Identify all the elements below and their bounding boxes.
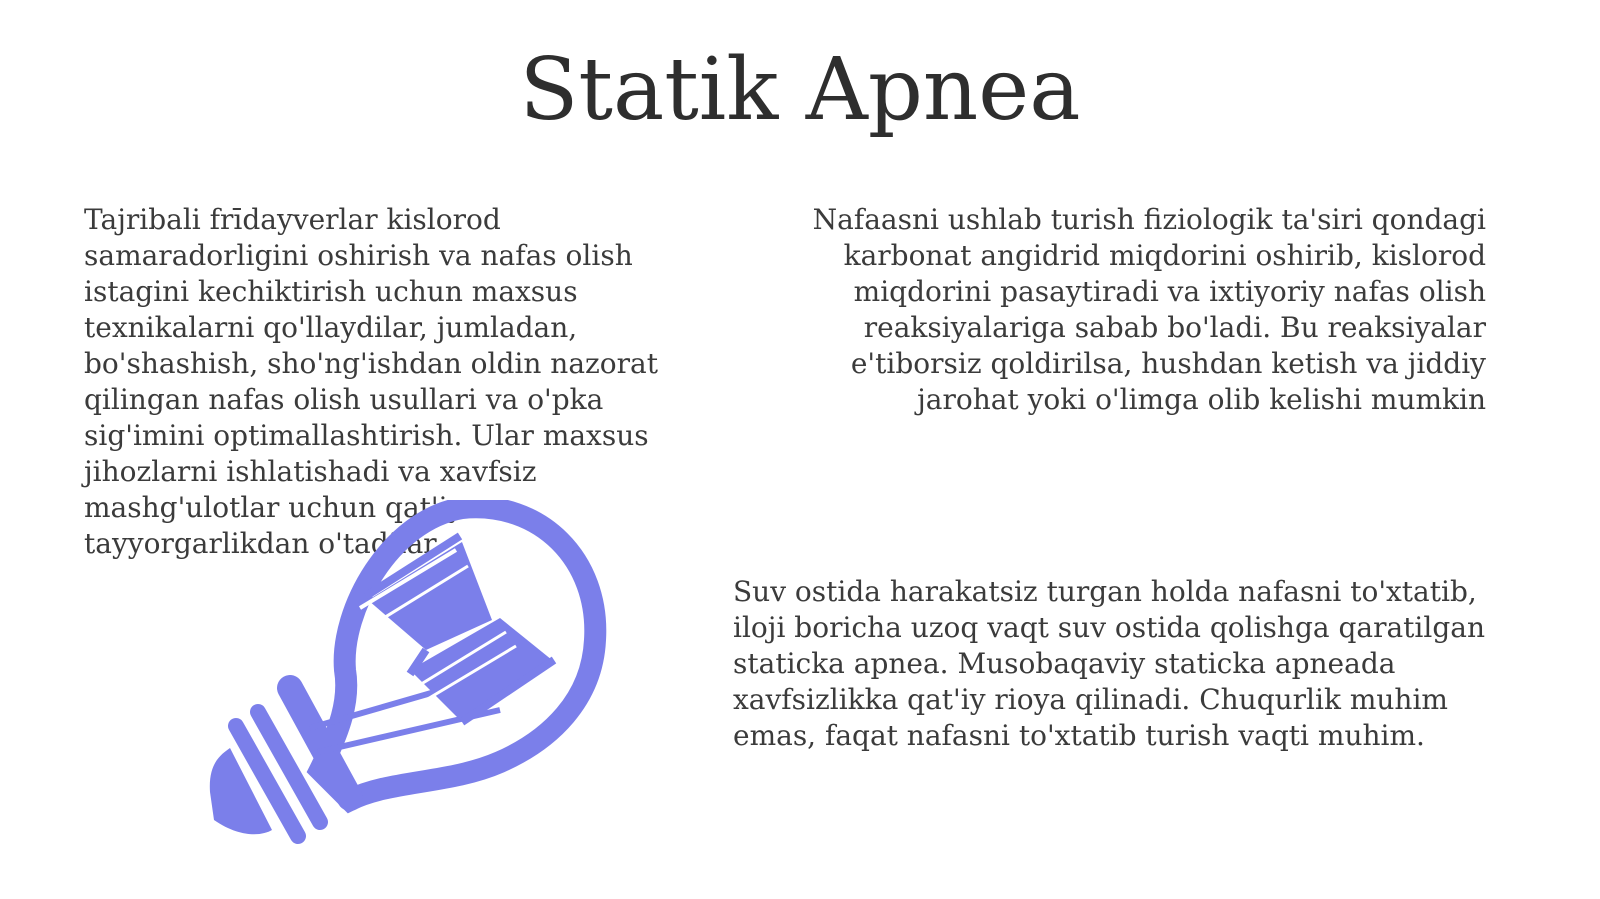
- right-paragraph: Nafaasni ushlab turish fiziologik ta'siri qondagi karbonat angidrid miqdorini oshirib, kislorod miqdorini pasaytiradi va ixtiyoriy nafas olish reaksiyalariga sabab bo'ladi. Bu reaksiyalar e'tiborsiz qoldirilsa, hushdan ketish va jiddiy jarohat yoki o'limga olib kelishi mumkin: [812, 203, 1486, 416]
- lightbulb-book-icon: [200, 500, 630, 860]
- bottom-paragraph: Suv ostida harakatsiz turgan holda nafasni to'xtatib, iloji boricha uzoq vaqt suv ostida qolishga qaratilgan staticka apnea. Musobaqaviy staticka apneada xavfsizlikka qat'iy rioya qilinadi. Chuqurlik muhim emas, faqat nafasni to'xtatib turish vaqti muhim.: [733, 575, 1485, 752]
- left-paragraph: Tajribali frīdayverlar kislorod samaradorligini oshirish va nafas olish istagini kechiktirish uchun maxsus texnikalarni qo'llaydilar, jumladan, bo'shashish, sho'ng'ishdan oldin nazorat qilingan nafas olish usullari va o'pka sig'imini optimallashtirish. Ular maxsus jihozlarni ishlatishadi va xavfsiz mashg'ulotlar uchun qat'iy tayyorgarlikdan o'tadilar.: [84, 203, 658, 560]
- slide-title: Statik Apnea: [519, 40, 1081, 140]
